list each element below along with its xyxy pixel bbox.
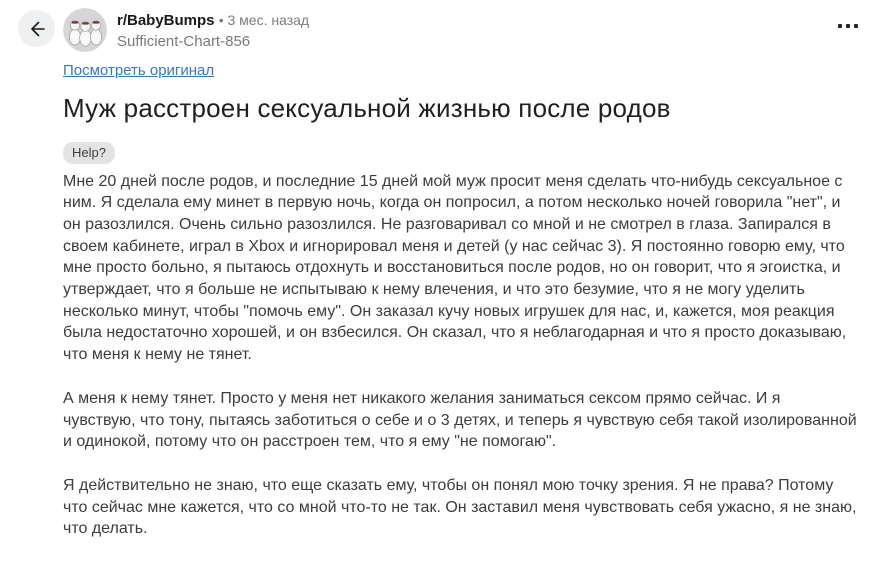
post-paragraph: А меня к нему тянет. Просто у меня нет никакого желания заниматься сексом прямо сейчас. И я чувствую, что тону, пытаясь заботиться о себе и о 3 детях, и теперь я чувствую себя такой изолированной и одинокой, потому что он расстроен тем, что я ему "не помогаю". (63, 389, 857, 451)
post-header (18, 8, 862, 52)
arrow-left-icon (27, 19, 47, 39)
post-timestamp: • 3 мес. назад (218, 12, 310, 28)
ellipsis-icon (838, 24, 858, 28)
post-paragraph: Я действительно не знаю, что еще сказать ему, чтобы он понял мою точку зрения. Я не права? Потому что сейчас мне кажется, что со мной что-то не так. Он заставил меня чувствовать себя ужасно, я не знаю, что делать. (63, 476, 857, 538)
post-title: Муж расстроен сексуальной жизнью после родов (63, 93, 671, 123)
overflow-menu-button[interactable] (834, 18, 862, 34)
view-original-link[interactable]: Посмотреть оригинал (63, 62, 215, 79)
post-paragraph: Мне 20 дней после родов, и последние 15 дней мой муж просит меня сделать что-нибудь сексуальное с ним. Я сделала ему минет в первую ночь, когда он попросил, а потом несколько ночей говорила "нет", и он разозлился. Очень сильно разозлился. Не разговаривал со мной и не смотрел в глаза. Запирался в своем кабинете, играл в Xbox и игнорировал меня и детей (у нас сейчас 3). Я постоянно говорю ему, что мне просто больно, я пытаюсь отдохнуть и восстановиться после родов, но он говорит, что я эгоистка, и утверждает, что я больше не испытываю к нему влечения, и что это безумие, что я не могу уделить несколько минут, чтобы "помочь ему". Он заказал кучу новых игрушек для нас, и, кажется, моя реакция была недостаточно хорошей, и он взбесился. Он сказал, что я неблагодарная и что я просто доказываю, что меня к нему не тянет. (63, 172, 847, 364)
back-button[interactable] (18, 10, 55, 47)
flair-badge[interactable]: Help? (63, 142, 115, 164)
subreddit-name[interactable]: r/BabyBumps (117, 12, 215, 29)
author-link[interactable]: Sufficient-Chart-856 (117, 32, 251, 50)
subreddit-avatar[interactable] (63, 8, 107, 52)
header-text-block (117, 8, 309, 52)
post-body (63, 171, 857, 541)
post-content (63, 62, 857, 562)
